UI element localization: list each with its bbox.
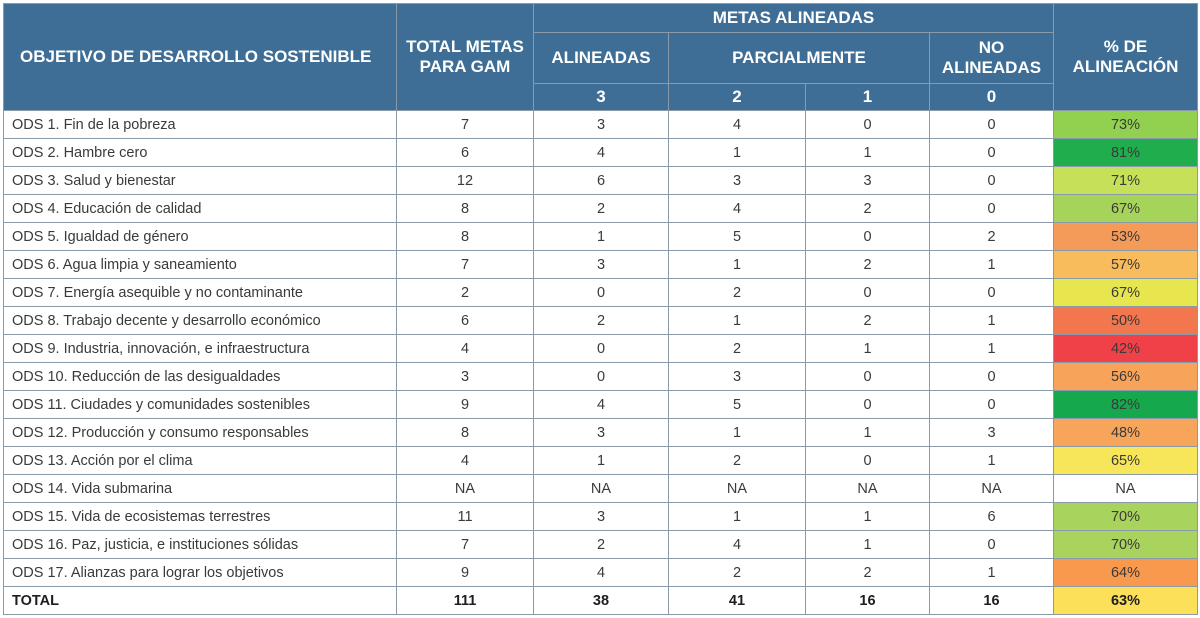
ods-label: ODS 14. Vida submarina (4, 475, 397, 503)
header-no-alineadas: NO ALINEADAS (930, 33, 1054, 84)
alineadas-3-cell: 2 (534, 195, 669, 223)
no-alineadas-0-cell: 0 (930, 111, 1054, 139)
no-alineadas-0-cell: 16 (930, 587, 1054, 615)
parcialmente-2-cell: 4 (669, 111, 806, 139)
parcialmente-1-cell: 1 (806, 335, 930, 363)
alineadas-3-cell: 1 (534, 223, 669, 251)
no-alineadas-0-cell: 0 (930, 139, 1054, 167)
parcialmente-1-cell: 0 (806, 279, 930, 307)
total-metas-cell: 7 (397, 251, 534, 279)
table-row (4, 531, 1198, 559)
parcialmente-2-cell: 4 (669, 531, 806, 559)
alineadas-3-cell: 4 (534, 391, 669, 419)
pct-alineacion-cell: 63% (1054, 587, 1198, 615)
pct-alineacion-cell: NA (1054, 475, 1198, 503)
table-row (4, 251, 1198, 279)
total-metas-cell: 8 (397, 195, 534, 223)
ods-label: ODS 5. Igualdad de género (4, 223, 397, 251)
total-metas-cell: 12 (397, 167, 534, 195)
parcialmente-1-cell: 2 (806, 251, 930, 279)
table-row (4, 139, 1198, 167)
parcialmente-1-cell: NA (806, 475, 930, 503)
no-alineadas-0-cell: 0 (930, 279, 1054, 307)
alineadas-3-cell: NA (534, 475, 669, 503)
ods-label: ODS 9. Industria, innovación, e infraestructura (4, 335, 397, 363)
ods-label: ODS 12. Producción y consumo responsables (4, 419, 397, 447)
ods-label: TOTAL (4, 587, 397, 615)
parcialmente-2-cell: 41 (669, 587, 806, 615)
table-row (4, 167, 1198, 195)
ods-label: ODS 17. Alianzas para lograr los objetivos (4, 559, 397, 587)
total-metas-cell: 7 (397, 111, 534, 139)
total-metas-cell: 9 (397, 391, 534, 419)
ods-label: ODS 4. Educación de calidad (4, 195, 397, 223)
total-metas-cell: 3 (397, 363, 534, 391)
no-alineadas-0-cell: 6 (930, 503, 1054, 531)
parcialmente-1-cell: 2 (806, 559, 930, 587)
parcialmente-1-cell: 2 (806, 195, 930, 223)
parcialmente-2-cell: 3 (669, 167, 806, 195)
alineadas-3-cell: 1 (534, 447, 669, 475)
no-alineadas-0-cell: NA (930, 475, 1054, 503)
ods-label: ODS 6. Agua limpia y saneamiento (4, 251, 397, 279)
header-pct-alineacion: % DE ALINEACIÓN (1054, 4, 1198, 111)
pct-alineacion-cell: 81% (1054, 139, 1198, 167)
pct-alineacion-cell: 53% (1054, 223, 1198, 251)
parcialmente-2-cell: 2 (669, 335, 806, 363)
alineadas-3-cell: 0 (534, 335, 669, 363)
pct-alineacion-cell: 73% (1054, 111, 1198, 139)
table-row (4, 419, 1198, 447)
total-metas-cell: 111 (397, 587, 534, 615)
total-metas-cell: 9 (397, 559, 534, 587)
pct-alineacion-cell: 67% (1054, 195, 1198, 223)
ods-label: ODS 10. Reducción de las desigualdades (4, 363, 397, 391)
table-row (4, 279, 1198, 307)
no-alineadas-0-cell: 1 (930, 335, 1054, 363)
alineadas-3-cell: 4 (534, 139, 669, 167)
pct-alineacion-cell: 56% (1054, 363, 1198, 391)
ods-label: ODS 16. Paz, justicia, e instituciones sólidas (4, 531, 397, 559)
alignment-table (3, 3, 1198, 615)
no-alineadas-0-cell: 2 (930, 223, 1054, 251)
parcialmente-1-cell: 1 (806, 419, 930, 447)
pct-alineacion-cell: 82% (1054, 391, 1198, 419)
no-alineadas-0-cell: 0 (930, 195, 1054, 223)
parcialmente-1-cell: 16 (806, 587, 930, 615)
ods-label: ODS 8. Trabajo decente y desarrollo económico (4, 307, 397, 335)
total-metas-cell: 6 (397, 307, 534, 335)
pct-alineacion-cell: 57% (1054, 251, 1198, 279)
table-row (4, 447, 1198, 475)
parcialmente-2-cell: 5 (669, 223, 806, 251)
total-metas-cell: 2 (397, 279, 534, 307)
total-metas-cell: 7 (397, 531, 534, 559)
header-score-2: 2 (669, 84, 806, 111)
table-row (4, 195, 1198, 223)
header-total-metas: TOTAL METAS PARA GAM (397, 4, 534, 111)
parcialmente-2-cell: 4 (669, 195, 806, 223)
parcialmente-2-cell: 2 (669, 447, 806, 475)
no-alineadas-0-cell: 1 (930, 307, 1054, 335)
header-score-0: 0 (930, 84, 1054, 111)
no-alineadas-0-cell: 0 (930, 167, 1054, 195)
parcialmente-1-cell: 0 (806, 363, 930, 391)
parcialmente-1-cell: 0 (806, 223, 930, 251)
alineadas-3-cell: 3 (534, 111, 669, 139)
alineadas-3-cell: 4 (534, 559, 669, 587)
pct-alineacion-cell: 48% (1054, 419, 1198, 447)
parcialmente-1-cell: 0 (806, 111, 930, 139)
parcialmente-2-cell: 5 (669, 391, 806, 419)
total-metas-cell: 8 (397, 223, 534, 251)
ods-label: ODS 3. Salud y bienestar (4, 167, 397, 195)
ods-label: ODS 15. Vida de ecosistemas terrestres (4, 503, 397, 531)
pct-alineacion-cell: 42% (1054, 335, 1198, 363)
table-row (4, 111, 1198, 139)
no-alineadas-0-cell: 1 (930, 559, 1054, 587)
table-row (4, 391, 1198, 419)
no-alineadas-0-cell: 0 (930, 363, 1054, 391)
table-row (4, 475, 1198, 503)
table-row (4, 363, 1198, 391)
parcialmente-2-cell: 1 (669, 139, 806, 167)
ods-label: ODS 1. Fin de la pobreza (4, 111, 397, 139)
parcialmente-2-cell: 1 (669, 307, 806, 335)
total-metas-cell: NA (397, 475, 534, 503)
parcialmente-1-cell: 3 (806, 167, 930, 195)
alineadas-3-cell: 38 (534, 587, 669, 615)
parcialmente-1-cell: 0 (806, 447, 930, 475)
parcialmente-2-cell: 1 (669, 503, 806, 531)
header-metas-alineadas: METAS ALINEADAS (534, 4, 1054, 33)
total-metas-cell: 4 (397, 335, 534, 363)
table-row (4, 503, 1198, 531)
header-objective: OBJETIVO DE DESARROLLO SOSTENIBLE (4, 4, 397, 111)
ods-label: ODS 2. Hambre cero (4, 139, 397, 167)
total-metas-cell: 4 (397, 447, 534, 475)
pct-alineacion-cell: 65% (1054, 447, 1198, 475)
parcialmente-1-cell: 1 (806, 503, 930, 531)
alineadas-3-cell: 3 (534, 503, 669, 531)
parcialmente-1-cell: 1 (806, 139, 930, 167)
alineadas-3-cell: 2 (534, 307, 669, 335)
no-alineadas-0-cell: 1 (930, 447, 1054, 475)
parcialmente-2-cell: 2 (669, 279, 806, 307)
no-alineadas-0-cell: 0 (930, 531, 1054, 559)
parcialmente-1-cell: 2 (806, 307, 930, 335)
no-alineadas-0-cell: 1 (930, 251, 1054, 279)
header-parcialmente: PARCIALMENTE (669, 33, 930, 84)
ods-label: ODS 7. Energía asequible y no contaminante (4, 279, 397, 307)
parcialmente-1-cell: 0 (806, 391, 930, 419)
table-body (4, 111, 1198, 615)
table-row (4, 223, 1198, 251)
alineadas-3-cell: 6 (534, 167, 669, 195)
parcialmente-2-cell: 2 (669, 559, 806, 587)
total-metas-cell: 8 (397, 419, 534, 447)
total-metas-cell: 11 (397, 503, 534, 531)
pct-alineacion-cell: 64% (1054, 559, 1198, 587)
pct-alineacion-cell: 71% (1054, 167, 1198, 195)
ods-label: ODS 11. Ciudades y comunidades sostenibles (4, 391, 397, 419)
pct-alineacion-cell: 50% (1054, 307, 1198, 335)
pct-alineacion-cell: 70% (1054, 503, 1198, 531)
parcialmente-2-cell: 1 (669, 419, 806, 447)
pct-alineacion-cell: 67% (1054, 279, 1198, 307)
pct-alineacion-cell: 70% (1054, 531, 1198, 559)
table-row (4, 559, 1198, 587)
total-metas-cell: 6 (397, 139, 534, 167)
no-alineadas-0-cell: 3 (930, 419, 1054, 447)
table-row (4, 307, 1198, 335)
parcialmente-2-cell: 1 (669, 251, 806, 279)
parcialmente-2-cell: 3 (669, 363, 806, 391)
header-score-1: 1 (806, 84, 930, 111)
alineadas-3-cell: 0 (534, 363, 669, 391)
no-alineadas-0-cell: 0 (930, 391, 1054, 419)
ods-label: ODS 13. Acción por el clima (4, 447, 397, 475)
parcialmente-1-cell: 1 (806, 531, 930, 559)
total-row (4, 587, 1198, 615)
table-row (4, 335, 1198, 363)
parcialmente-2-cell: NA (669, 475, 806, 503)
alineadas-3-cell: 3 (534, 251, 669, 279)
alineadas-3-cell: 0 (534, 279, 669, 307)
header-score-3: 3 (534, 84, 669, 111)
alineadas-3-cell: 2 (534, 531, 669, 559)
alineadas-3-cell: 3 (534, 419, 669, 447)
header-alineadas: ALINEADAS (534, 33, 669, 84)
